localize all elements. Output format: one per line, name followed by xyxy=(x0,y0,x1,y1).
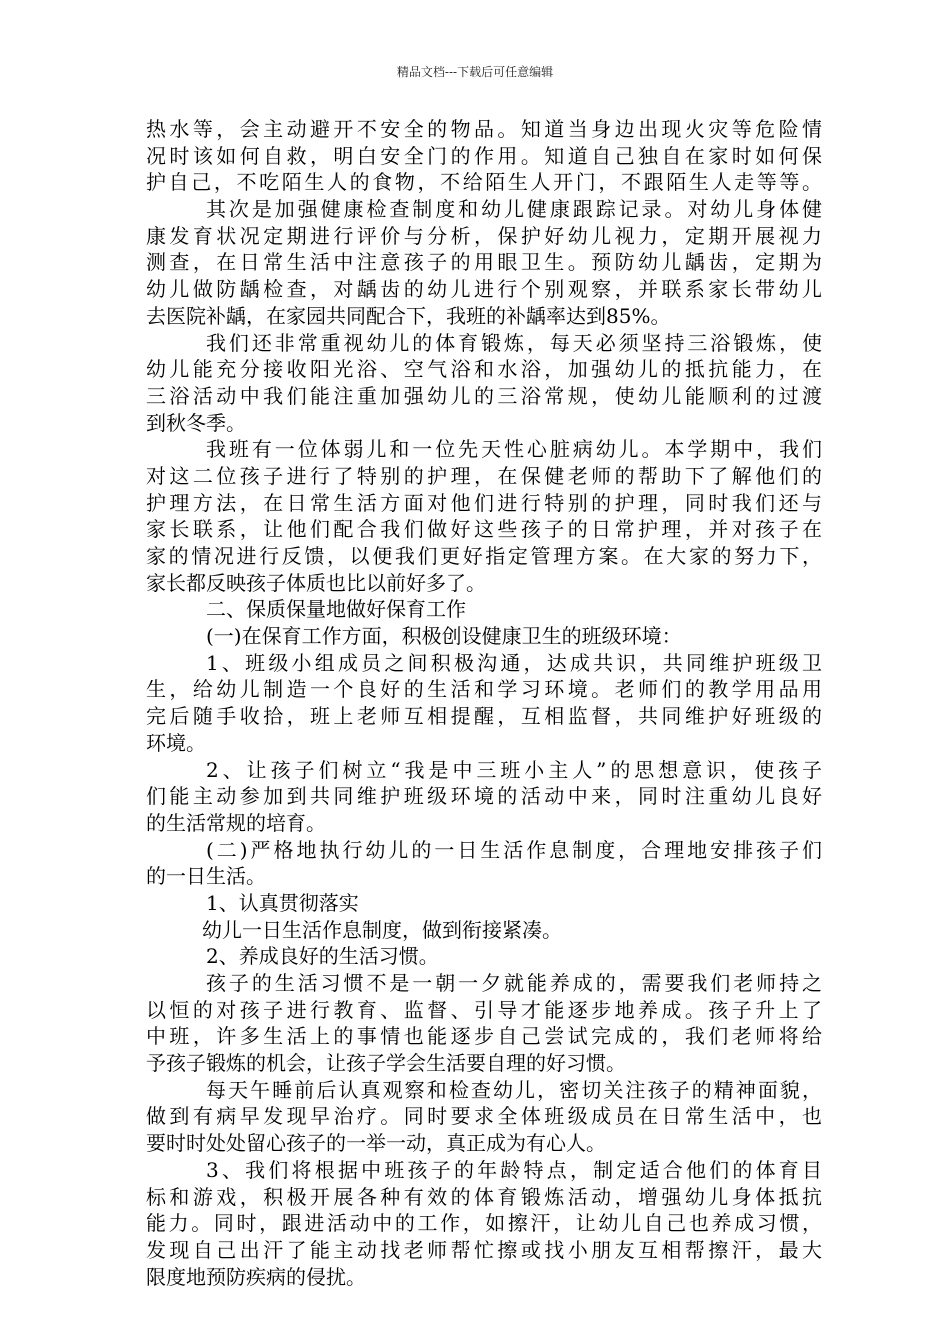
text-line: 家长都反映孩子体质也比以前好多了。 xyxy=(146,570,486,595)
text-line: 家的情况进行反馈，以便我们更好指定管理方案。在大家的努力下， xyxy=(146,544,822,568)
paragraph-start-line: 3、我们将根据中班孩子的年龄特点，制定适合他们的体育目 xyxy=(206,1157,822,1182)
item-heading: 2、养成良好的生活习惯。 xyxy=(206,944,439,969)
subsection-heading: (二)严格地执行幼儿的一日生活作息制度，合理地安排孩子们 xyxy=(206,837,822,862)
text-line: 对这二位孩子进行了特别的护理，在保健老师的帮助下了解他们的 xyxy=(146,463,822,488)
text-line: 幼儿做防龋检查，对龋齿的幼儿进行个别观察，并联系家长带幼儿 xyxy=(146,277,822,302)
page-header: 精品文档---下载后可任意编辑 xyxy=(396,65,554,79)
text-line: 要时时处处留心孩子的一举一动，真正成为有心人。 xyxy=(146,1131,606,1156)
subsection-heading: (一)在保育工作方面，积极创设健康卫生的班级环境： xyxy=(206,624,682,649)
text-line: 三浴活动中我们能注重加强幼儿的三浴常规，使幼儿能顺利的过渡 xyxy=(146,383,822,408)
paragraph-start-line: 1、班级小组成员之间积极沟通，达成共识，共同维护班级卫 xyxy=(206,650,822,675)
text-line: 况时该如何自救，明白安全门的作用。知道自己独自在家时如何保 xyxy=(146,143,822,168)
text-line: 幼儿能充分接收阳光浴、空气浴和水浴，加强幼儿的抵抗能力，在 xyxy=(146,357,822,382)
text-line: 家长联系，让他们配合我们做好这些孩子的日常护理，并对孩子在 xyxy=(146,517,822,542)
paragraph-start-line: 我们还非常重视幼儿的体育锻炼，每天必须坚持三浴锻炼，使 xyxy=(206,330,822,355)
paragraph-start-line: 2、让孩子们树立“我是中三班小主人”的思想意识，使孩子 xyxy=(206,757,822,782)
text-line: 康发育状况定期进行评价与分析，保护好幼儿视力，定期开展视力 xyxy=(146,223,822,248)
text-line: 生，给幼儿制造一个良好的生活和学习环境。老师们的教学用品用 xyxy=(146,677,822,702)
text-line: 到秋冬季。 xyxy=(146,410,246,435)
paragraph-start-line: 我班有一位体弱儿和一位先天性心脏病幼儿。本学期中，我们 xyxy=(206,437,822,462)
document-body xyxy=(146,116,822,1290)
text-line: 幼儿一日生活作息制度，做到衔接紧凑。 xyxy=(202,917,562,942)
text-line: 去医院补龋，在家园共同配合下，我班的补龋率达到85%。 xyxy=(146,303,671,328)
text-line: 完后随手收拾，班上老师互相提醒，互相监督，共同维护好班级的 xyxy=(146,704,822,729)
item-heading: 1、认真贯彻落实 xyxy=(206,890,359,915)
text-line: 做到有病早发现早治疗。同时要求全体班级成员在日常生活中，也 xyxy=(146,1104,822,1129)
text-line: 环境。 xyxy=(146,730,206,755)
text-line: 能力。同时，跟进活动中的工作，如擦汗，让幼儿自己也养成习惯， xyxy=(146,1211,822,1236)
text-line: 测查，在日常生活中注意孩子的用眼卫生。预防幼儿龋齿，定期为 xyxy=(146,250,822,275)
text-line: 们能主动参加到共同维护班级环境的活动中来，同时注重幼儿良好 xyxy=(146,784,822,809)
section-heading: 二、保质保量地做好保育工作 xyxy=(206,597,466,622)
paragraph-start-line: 孩子的生活习惯不是一朝一夕就能养成的，需要我们老师持之 xyxy=(206,971,822,995)
text-line: 热水等，会主动避开不安全的物品。知道当身边出现火灾等危险情 xyxy=(146,117,822,141)
text-line: 以恒的对孩子进行教育、监督、引导才能逐步地养成。孩子升上了 xyxy=(146,997,822,1022)
paragraph-start-line: 每天午睡前后认真观察和检查幼儿，密切关注孩子的精神面貌， xyxy=(206,1077,822,1102)
text-line: 护理方法，在日常生活方面对他们进行特别的护理，同时我们还与 xyxy=(146,490,822,515)
text-line: 限度地预防疾病的侵扰。 xyxy=(146,1264,366,1289)
text-line: 的生活常规的培育。 xyxy=(146,810,326,835)
text-line: 护自己，不吃陌生人的食物，不给陌生人开门，不跟陌生人走等等。 xyxy=(146,170,822,195)
text-line: 标和游戏，积极开展各种有效的体育锻炼活动，增强幼儿身体抵抗 xyxy=(146,1184,822,1209)
paragraph-start-line: 其次是加强健康检查制度和幼儿健康跟踪记录。对幼儿身体健 xyxy=(206,197,822,222)
text-line: 发现自己出汗了能主动找老师帮忙擦或找小朋友互相帮擦汗，最大 xyxy=(146,1237,822,1262)
text-line: 予孩子锻炼的机会，让孩子学会生活要自理的好习惯。 xyxy=(146,1051,626,1076)
text-line: 中班，许多生活上的事情也能逐步自己尝试完成的，我们老师将给 xyxy=(146,1024,822,1049)
text-line: 的一日生活。 xyxy=(146,864,266,889)
